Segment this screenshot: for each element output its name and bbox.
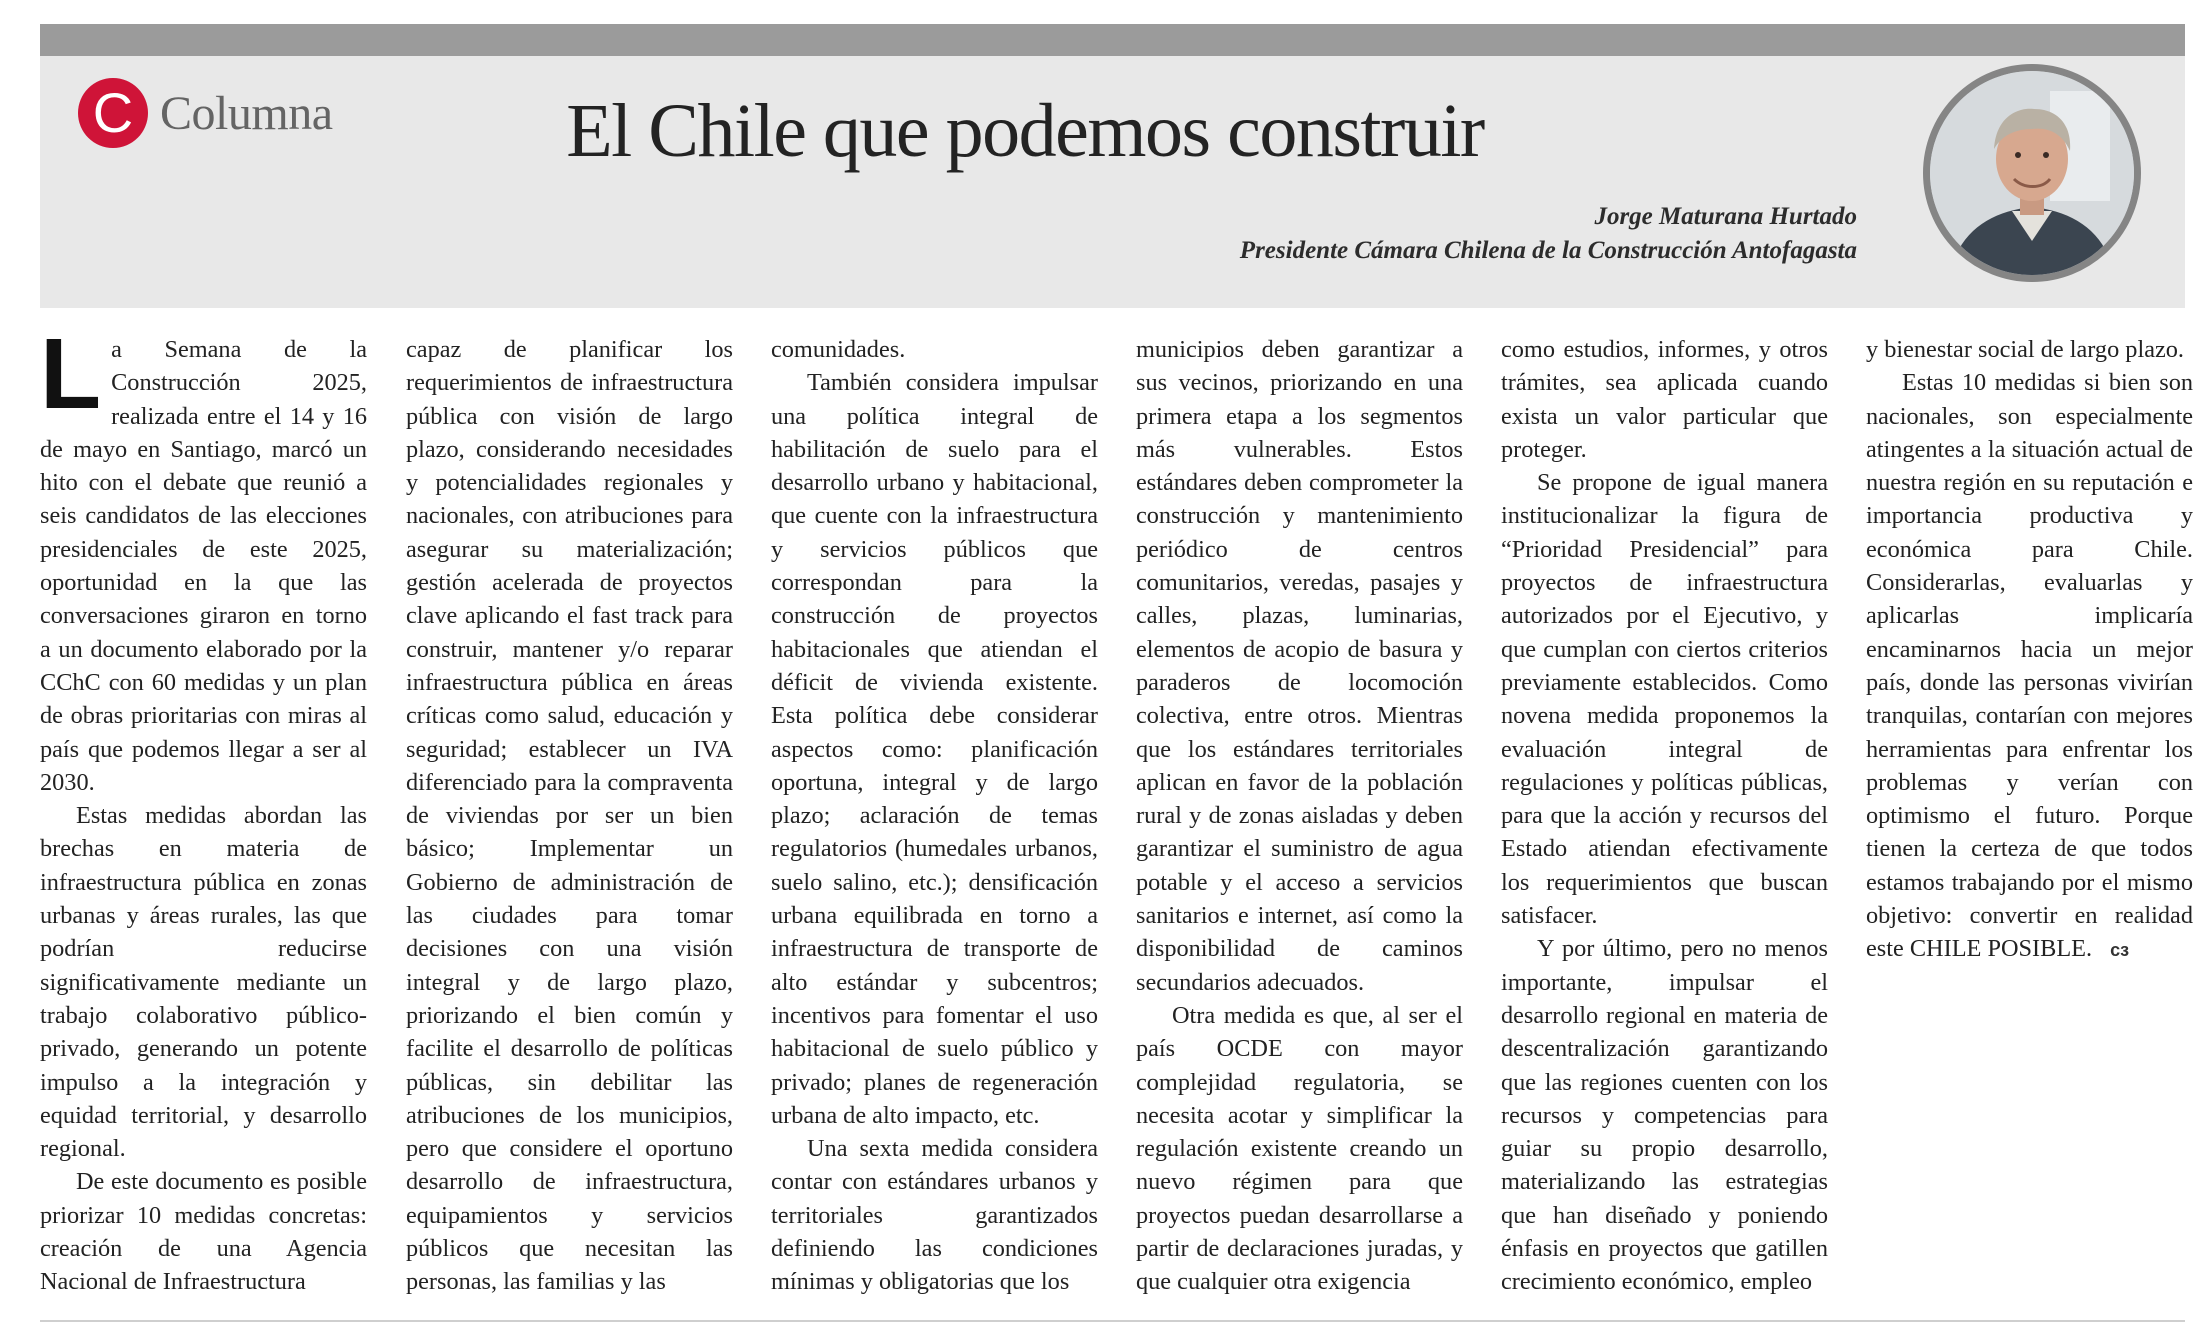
article-paragraph: capaz de planificar los requerimientos de infraestructura pública con visión de largo plazo, considerando necesidades y potencialidades regionales y nacionales, con atribuciones para asegurar su materialización; gestión acelerada de proyectos clave aplicando el fast track para construir, mantener y/o reparar infraestructura pública en áreas críticas como salud, educación y seguridad; establecer un IVA diferenciado para la compraventa de viviendas por ser un bien básico; Implementar un Gobierno de administración de las ciudades para tomar decisiones con una visión integral y de largo plazo, priorizando el bien común y facilite el desarrollo de políticas públicas, sin debilitar las atribuciones de los municipios, pero que considere el oportuno desarrollo de infraestructura, equipamientos y servicios públicos que necesitan las personas, las familias y las <box>406 336 733 1296</box>
byline <box>1240 200 1857 268</box>
article-paragraph: como estudios, informes, y otros trámites, sea aplicada cuando exista un valor particular que proteger. <box>1501 336 1828 463</box>
drop-cap: L <box>40 333 102 430</box>
article-paragraph: comunidades. <box>771 336 906 363</box>
end-mark-icon: cз <box>2110 940 2130 961</box>
bottom-rule <box>40 1320 2185 1322</box>
top-bar <box>40 24 2185 56</box>
article-paragraph: Estas 10 medidas si bien son nacionales, son especialmente atingentes a la situación actual de nuestra región en su reputación e importancia productiva y económica para Chile. Considerarlas, evaluarlas y aplicarlas implicaría encaminarnos hacia un mejor país, donde las personas vivirían tranquilas, contarían con mejores herramientas para enfrentar los problemas y verían con optimismo el futuro. Porque tienen la certeza de que todos estamos trabajando por el mismo objetivo: convertir en realidad este CHILE POSIBLE. cз <box>1866 369 2193 963</box>
section-logo-icon: C <box>78 78 148 148</box>
article-title: El Chile que podemos construir <box>566 89 1484 173</box>
article-paragraph: También considera impulsar una política integral de habilitación de suelo para el desarrollo urbano y habitacional, que cuente con la infraestructura y servicios públicos que correspondan para la construcción de proyectos habitacionales que atiendan el déficit de vivienda existente. Esta política debe considerar aspectos como: planificación oportuna, integral y de largo plazo; aclaración de temas regulatorios (humedales urbanos, suelo salino, etc.); densificación urbana equilibrada en torno a infraestructura de transporte de alto estándar y subcentros; incentivos para fomentar el uso habitacional de suelo público y privado; planes de regeneración urbana de alto impacto, etc. <box>771 369 1098 1129</box>
author-portrait-icon <box>1930 71 2134 275</box>
text-column-1 <box>40 333 367 1301</box>
text-column-6 <box>1866 333 2193 1301</box>
text-column-4 <box>1136 333 1463 1301</box>
article-paragraph: municipios deben garantizar a sus vecinos, priorizando en una primera etapa a los segmentos más vulnerables. Estos estándares deben comprometer la construcción y mantenimiento periódico de centros comunitarios, veredas, pasajes y calles, plazas, luminarias, elementos de acopio de basura y paraderos de locomoción colectiva, entre otros. Mientras que los estándares territoriales aplican en favor de la población rural y de zonas aisladas y deben garantizar el suministro de agua potable y el acceso a servicios sanitarios e internet, así como la disponibilidad de caminos secundarios adecuados. <box>1136 336 1463 996</box>
article-paragraph: La Semana de la Construcción 2025, realizada entre el 14 y 16 de mayo en Santiago, marcó un hito con el debate que reunió a seis candidatos de las elecciones presidenciales de este 2025, oportunidad en la que las conversaciones giraron en torno a un documento elaborado por la CChC con 60 medidas y un plan de obras prioritarias con miras al país que podemos llegar a ser al 2030. <box>40 333 367 796</box>
author-role: Presidente Cámara Chilena de la Construcción Antofagasta <box>1239 237 1857 264</box>
article-paragraph: Otra medida es que, al ser el país OCDE con mayor complejidad regulatoria, se necesita acotar y simplificar la regulación existente creando un nuevo régimen para que proyectos puedan desarrollarse a partir de declaraciones juradas, y que cualquier otra exigencia <box>1136 1001 1463 1296</box>
author-name: Jorge Maturana Hurtado <box>1594 203 1857 230</box>
article-paragraph: y bienestar social de largo plazo. <box>1866 336 2184 363</box>
article-paragraph: Estas medidas abordan las brechas en materia de infraestructura pública en zonas urbanas y áreas rurales, las que podrían reducirse significativamente mediante un trabajo colaborativo público-privado, generando un potente impulso a la integración y equidad territorial, y desarrollo regional. <box>40 802 367 1163</box>
section-label: Columna <box>160 86 333 140</box>
article-paragraph: Se propone de igual manera institucionalizar la figura de “Prioridad Presidencial” para proyectos de infraestructura autorizados por el Ejecutivo, y que cumplan con ciertos criterios previamente establecidos. Como novena medida proponemos la evaluación integral de regulaciones y políticas públicas, para que la acción y recursos del Estado atiendan efectivamente los requerimientos que buscan satisfacer. <box>1501 469 1828 930</box>
text-column-2 <box>406 333 733 1301</box>
text-column-5 <box>1501 333 1828 1301</box>
author-photo <box>1923 64 2141 282</box>
article-paragraph: Una sexta medida considera contar con estándares urbanos y territoriales garantizados definiendo las condiciones mínimas y obligatorias que los <box>771 1135 1098 1296</box>
article-paragraph: Y por último, pero no menos importante, impulsar el desarrollo regional en materia de descentralización garantizando que las regiones cuenten con los recursos y competencias para guiar su propio desarrollo, materializando las estrategias que han diseñado y poniendo énfasis en proyectos que gatillen crecimiento económico, empleo <box>1501 935 1828 1296</box>
article-paragraph: De este documento es posible priorizar 10 medidas concretas: creación de una Agencia Nacional de Infraestructura <box>40 1168 367 1296</box>
section-logo <box>78 78 333 148</box>
text-column-3 <box>771 333 1098 1301</box>
